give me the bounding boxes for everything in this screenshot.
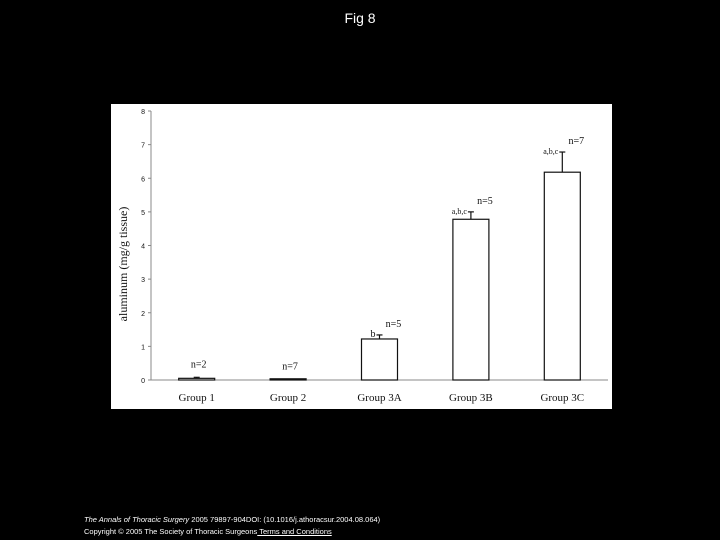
y-tick-label: 5 [141,209,145,217]
x-tick-label: Group 3A [357,392,402,404]
copyright-line [84,526,704,538]
y-tick-label: 7 [141,142,145,150]
x-tick-label: Group 1 [178,392,215,404]
citation-line [84,514,704,526]
bar [270,379,306,380]
y-axis-label: aluminum (mg/g tissue) [116,206,130,322]
y-tick-label: 1 [141,344,145,352]
figure-title: Fig 8 [344,10,376,26]
sample-size-label: n=2 [190,359,207,371]
y-tick-label: 2 [141,310,145,318]
bar-annotations [191,136,584,372]
citation-footer [84,514,704,538]
bar [179,378,215,380]
sample-size-label: n=7 [282,361,298,373]
y-tick-label: 6 [141,176,145,184]
x-axis-ticks [179,392,585,404]
y-tick-label: 0 [141,378,145,385]
citation-text: 2005 79897-904DOI: (10.1016/j.athoracsur.2004.08.064) [189,515,381,524]
sample-size-label: n=7 [568,136,585,148]
terms-and-conditions-link[interactable]: Terms and Conditions [257,527,332,536]
bars [179,172,581,380]
significance-label: a,b,c [543,147,559,157]
bar-chart [111,104,612,409]
significance-label: a,b,c [451,206,467,216]
x-tick-label: Group 3B [449,392,493,404]
journal-name: The Annals of Thoracic Surgery [84,515,190,524]
x-tick-label: Group 3C [540,392,585,404]
copyright-text: Copyright © 2005 The Society of Thoracic Surgeons [84,527,258,536]
bar [544,172,580,380]
y-axis-ticks [141,109,151,385]
y-tick-label: 4 [141,243,145,251]
significance-label: b [370,328,376,340]
y-tick-label: 8 [141,109,145,116]
sample-size-label: n=5 [385,318,402,330]
chart-panel [111,104,612,409]
x-tick-label: Group 2 [269,392,307,404]
bar [362,339,398,380]
y-tick-label: 3 [141,277,145,285]
sample-size-label: n=5 [477,195,493,207]
bar [453,219,489,380]
